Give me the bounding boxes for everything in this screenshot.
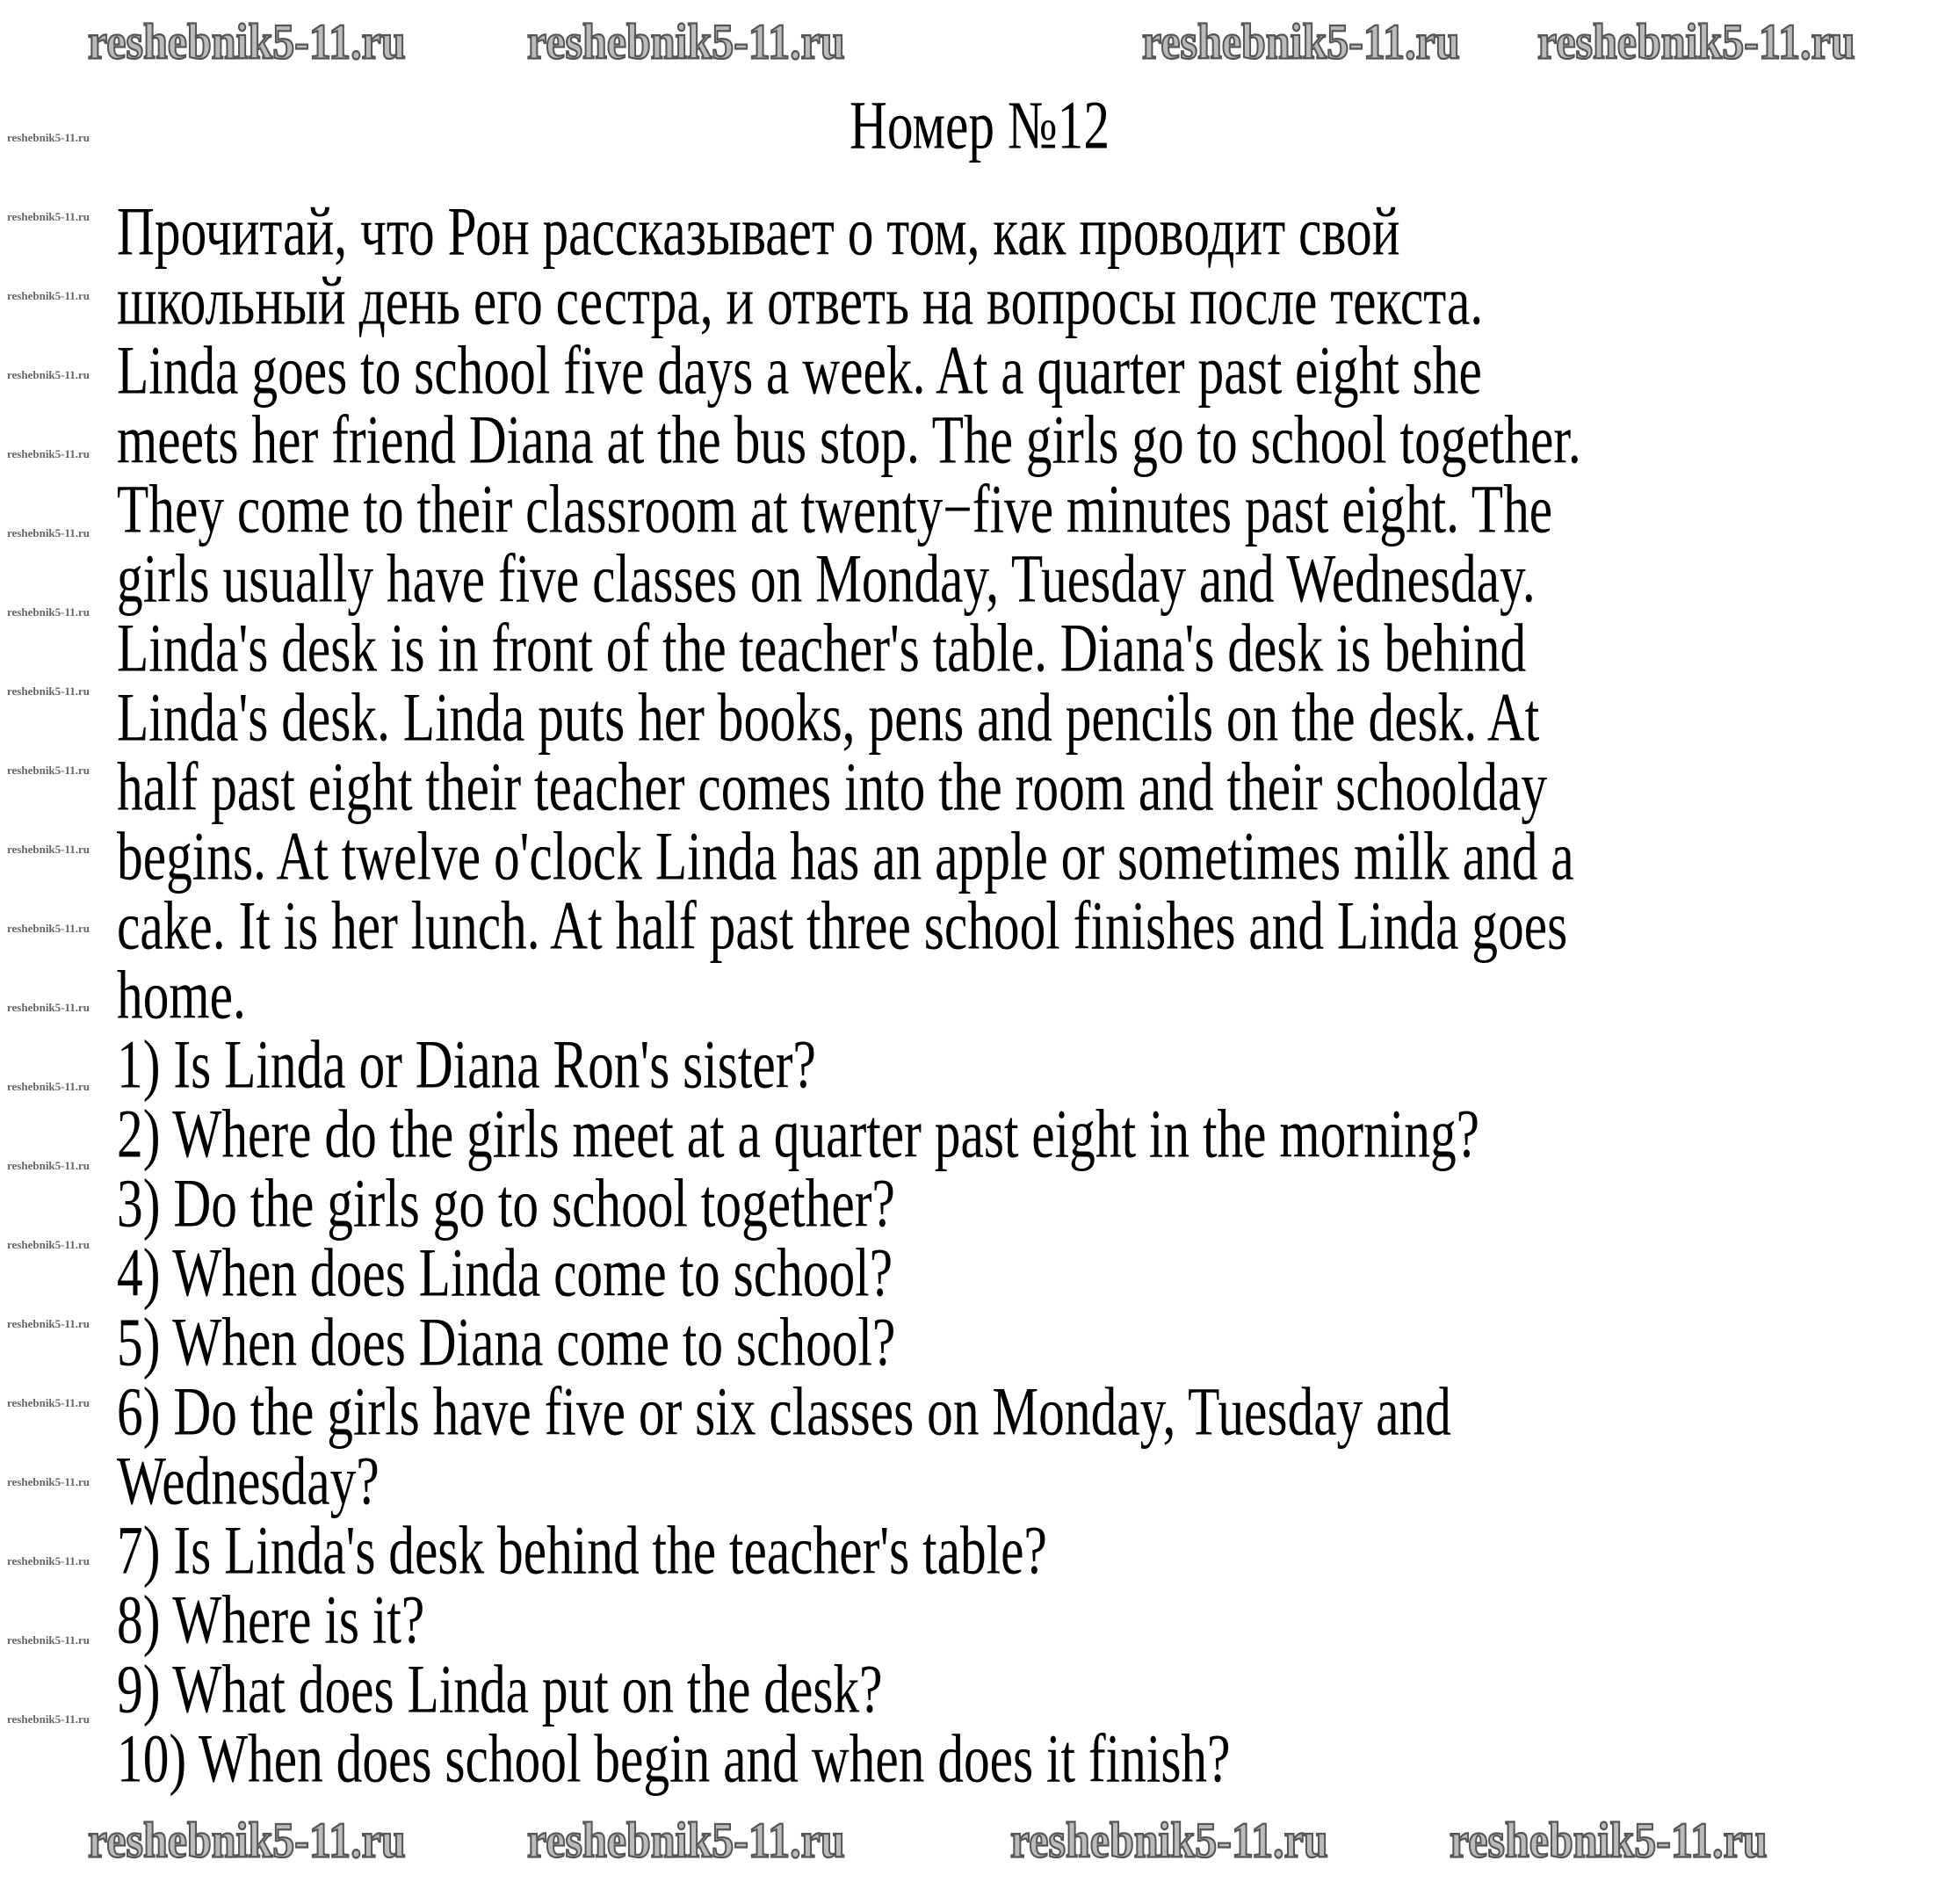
text-line: half past eight their teacher comes into the room and their schoolday: [117, 749, 1548, 826]
watermark-large: reshebnik5-11.ru: [1010, 1811, 1328, 1868]
watermark-large: reshebnik5-11.ru: [1537, 12, 1855, 69]
text-line: Linda's desk. Linda puts her books, pens and pencils on the desk. At: [117, 680, 1540, 757]
watermark-small: reshebnik5-11.ru: [7, 1554, 90, 1567]
text-line: Linda's desk is in front of the teacher's table. Diana's desk is behind: [117, 611, 1527, 687]
question-line: 1) Is Linda or Diana Ron's sister?: [117, 1027, 816, 1104]
watermark-small: reshebnik5-11.ru: [7, 1159, 90, 1172]
watermark-small: reshebnik5-11.ru: [7, 605, 90, 619]
watermark-large: reshebnik5-11.ru: [88, 1811, 406, 1868]
instruction-line: Прочитай, что Рон рассказывает о том, как проводит свой: [117, 194, 1400, 271]
question-line: 10) When does school begin and when does it finish?: [117, 1721, 1231, 1798]
question-line: 3) Do the girls go to school together?: [117, 1166, 895, 1242]
question-line: 9) What does Linda put on the desk?: [117, 1652, 883, 1728]
watermark-large: reshebnik5-11.ru: [527, 12, 845, 69]
watermark-small: reshebnik5-11.ru: [7, 1475, 90, 1488]
question-line: 7) Is Linda's desk behind the teacher's table?: [117, 1513, 1047, 1589]
question-line: 6) Do the girls have five or six classes on Monday, Tuesday and: [117, 1374, 1451, 1451]
question-line: 8) Where is it?: [117, 1582, 425, 1659]
watermark-small: reshebnik5-11.ru: [7, 1080, 90, 1093]
watermark-small: reshebnik5-11.ru: [7, 1396, 90, 1409]
watermark-small: reshebnik5-11.ru: [7, 210, 90, 223]
instruction-line: школьный день его сестра, и ответь на вопросы после текста.: [117, 264, 1484, 340]
watermark-large: reshebnik5-11.ru: [1142, 12, 1460, 69]
watermark-small: reshebnik5-11.ru: [7, 1001, 90, 1014]
text-line: begins. At twelve o'clock Linda has an apple or sometimes milk and a: [117, 819, 1574, 895]
text-line: cake. It is her lunch. At half past three school finishes and Linda goes: [117, 888, 1568, 965]
text-line: Linda goes to school five days a week. At a quarter past eight she: [117, 333, 1482, 409]
watermark-small: reshebnik5-11.ru: [7, 526, 90, 539]
question-line: 5) When does Diana come to school?: [117, 1305, 896, 1381]
watermark-large: reshebnik5-11.ru: [88, 12, 406, 69]
watermark-small: reshebnik5-11.ru: [7, 1238, 90, 1251]
watermark-small: reshebnik5-11.ru: [7, 1633, 90, 1647]
watermark-large: reshebnik5-11.ru: [527, 1811, 845, 1868]
watermark-small: reshebnik5-11.ru: [7, 764, 90, 777]
text-line: They come to their classroom at twenty−five minutes past eight. The: [117, 472, 1553, 548]
text-line: girls usually have five classes on Monday, Tuesday and Wednesday.: [117, 541, 1536, 618]
watermark-large: reshebnik5-11.ru: [1450, 1811, 1768, 1868]
watermark-small: reshebnik5-11.ru: [7, 1317, 90, 1330]
text-line: home.: [117, 958, 246, 1034]
watermark-small: reshebnik5-11.ru: [7, 922, 90, 935]
watermark-small: reshebnik5-11.ru: [7, 843, 90, 856]
watermark-small: reshebnik5-11.ru: [7, 1712, 90, 1726]
question-line: Wednesday?: [117, 1444, 380, 1520]
page-title: Номер №12: [849, 88, 1110, 164]
question-line: 2) Where do the girls meet at a quarter past eight in the morning?: [117, 1097, 1480, 1173]
question-line: 4) When does Linda come to school?: [117, 1235, 893, 1312]
watermark-small: reshebnik5-11.ru: [7, 368, 90, 381]
text-line: meets her friend Diana at the bus stop. The girls go to school together.: [117, 402, 1581, 479]
watermark-small: reshebnik5-11.ru: [7, 447, 90, 460]
watermark-small: reshebnik5-11.ru: [7, 131, 90, 144]
watermark-small: reshebnik5-11.ru: [7, 684, 90, 698]
watermark-small: reshebnik5-11.ru: [7, 289, 90, 302]
